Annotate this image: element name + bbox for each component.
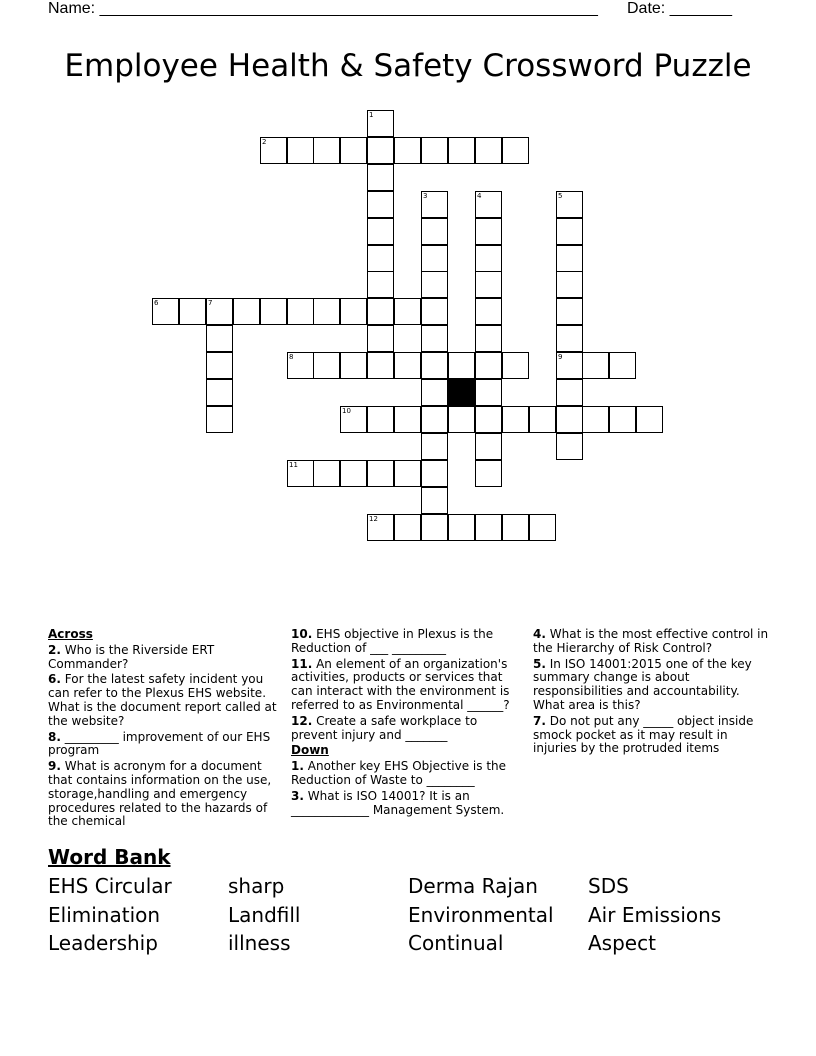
crossword-cell[interactable] (421, 514, 448, 541)
crossword-cell[interactable] (206, 352, 233, 379)
crossword-cell[interactable] (260, 298, 287, 325)
clue-number-label: 3 (423, 192, 428, 200)
crossword-cell[interactable] (313, 460, 340, 487)
crossword-cell[interactable] (367, 110, 394, 137)
crossword-cell[interactable] (340, 352, 367, 379)
clue-text: What is acronym for a document that contains information on the use, storage,handling and emergency procedures related to the hazards of the chemical (48, 759, 272, 829)
word-bank-word: Landfill (228, 903, 301, 927)
crossword-cell[interactable] (287, 298, 314, 325)
clue-number-label: 10 (342, 407, 351, 415)
clue-down-5 (533, 658, 769, 713)
name-field-label: Name: ________________________________________________________ (48, 0, 598, 17)
crossword-cell[interactable] (556, 325, 583, 352)
crossword-cell[interactable] (340, 137, 367, 164)
crossword-cell[interactable] (367, 352, 394, 379)
word-bank-word: sharp (228, 874, 285, 898)
crossword-cell[interactable] (475, 137, 502, 164)
clue-number-label: 6 (154, 299, 159, 307)
crossword-cell[interactable] (394, 460, 421, 487)
crossword-cell[interactable] (475, 406, 502, 433)
clue-number-label: 5 (558, 192, 563, 200)
clue-number: 1. (291, 759, 304, 774)
clue-down-4 (533, 628, 769, 656)
crossword-cell[interactable] (475, 379, 502, 406)
crossword-cell[interactable] (206, 298, 233, 325)
crossword-cell[interactable] (421, 460, 448, 487)
clue-across-9 (48, 760, 284, 829)
crossword-cell[interactable] (367, 137, 394, 164)
clue-text: Create a safe workplace to prevent injury and _______ (291, 713, 478, 742)
crossword-cell[interactable] (502, 352, 529, 379)
crossword-cell[interactable] (421, 218, 448, 245)
crossword-cell[interactable] (502, 137, 529, 164)
clues-column-1 (48, 628, 284, 831)
crossword-cell[interactable] (206, 379, 233, 406)
crossword-cell[interactable] (367, 325, 394, 352)
crossword-cell[interactable] (475, 191, 502, 218)
crossword-cell[interactable] (529, 406, 556, 433)
clue-number-label: 11 (289, 461, 298, 469)
crossword-cell[interactable] (421, 406, 448, 433)
clue-across-11 (291, 658, 527, 713)
clue-number: 8. (48, 729, 61, 744)
crossword-cell[interactable] (556, 433, 583, 460)
clue-text: In ISO 14001:2015 one of the key summary change is about responsibilities and accountability. What area is this? (533, 656, 752, 712)
crossword-cell[interactable] (475, 298, 502, 325)
crossword-cell[interactable] (313, 352, 340, 379)
crossword-cell[interactable] (340, 460, 367, 487)
crossword-cell[interactable] (556, 218, 583, 245)
clue-across-6 (48, 673, 284, 728)
crossword-cell[interactable] (394, 514, 421, 541)
crossword-cell[interactable] (556, 191, 583, 218)
crossword-cell[interactable] (340, 406, 367, 433)
crossword-cell[interactable] (367, 271, 394, 298)
crossword-cell[interactable] (475, 352, 502, 379)
crossword-cell[interactable] (394, 352, 421, 379)
crossword-cell[interactable] (421, 325, 448, 352)
crossword-cell[interactable] (421, 433, 448, 460)
crossword-cell[interactable] (367, 245, 394, 272)
crossword-cell[interactable] (421, 271, 448, 298)
word-bank-title: Word Bank (48, 845, 171, 869)
crossword-cell[interactable] (394, 137, 421, 164)
clue-text: For the latest safety incident you can refer to the Plexus EHS website. What is the document report called at the website? (48, 672, 277, 728)
crossword-cell[interactable] (287, 460, 314, 487)
word-bank-word: Environmental (408, 903, 554, 927)
crossword-cell[interactable] (367, 218, 394, 245)
crossword-cell[interactable] (475, 325, 502, 352)
crossword-cell[interactable] (502, 514, 529, 541)
crossword-cell[interactable] (152, 298, 179, 325)
clue-across-10 (291, 628, 527, 656)
crossword-cell[interactable] (260, 137, 287, 164)
crossword-cell[interactable] (340, 298, 367, 325)
clue-number-label: 1 (369, 111, 374, 119)
crossword-cell[interactable] (582, 406, 609, 433)
clue-number-label: 4 (477, 192, 482, 200)
crossword-cell[interactable] (206, 325, 233, 352)
crossword-cell[interactable] (556, 379, 583, 406)
clue-number: 7. (533, 713, 546, 728)
down-heading: Down (291, 743, 329, 758)
word-bank-word: EHS Circular (48, 874, 172, 898)
crossword-cell[interactable] (421, 137, 448, 164)
crossword-cell[interactable] (609, 406, 636, 433)
word-bank-word: Leadership (48, 931, 158, 955)
crossword-cell[interactable] (556, 352, 583, 379)
crossword-cell[interactable] (636, 406, 663, 433)
word-bank-word: Continual (408, 931, 504, 955)
crossword-cell[interactable] (313, 137, 340, 164)
crossword-cell[interactable] (475, 460, 502, 487)
crossword-cell[interactable] (529, 514, 556, 541)
crossword-cell[interactable] (179, 298, 206, 325)
crossword-cell[interactable] (287, 352, 314, 379)
crossword-cell[interactable] (502, 406, 529, 433)
page-title: Employee Health & Safety Crossword Puzzle (64, 48, 752, 84)
clue-number-label: 12 (369, 515, 378, 523)
crossword-cell[interactable] (367, 514, 394, 541)
clue-number: 11. (291, 656, 313, 671)
crossword-cell[interactable] (475, 514, 502, 541)
crossword-cell[interactable] (394, 406, 421, 433)
word-bank-word: Derma Rajan (408, 874, 538, 898)
clue-down-1 (291, 760, 527, 788)
crossword-cell[interactable] (367, 191, 394, 218)
date-field-label: Date: _______ (627, 0, 732, 17)
word-bank-word: Air Emissions (588, 903, 722, 927)
clue-number: 2. (48, 642, 61, 657)
crossword-cell[interactable] (448, 137, 475, 164)
clue-down-7 (533, 715, 769, 756)
crossword-cell[interactable] (421, 245, 448, 272)
crossword-cell[interactable] (475, 245, 502, 272)
clue-number-label: 7 (208, 299, 213, 307)
crossword-cell[interactable] (448, 352, 475, 379)
crossword-cell[interactable] (475, 218, 502, 245)
crossword-cell[interactable] (421, 487, 448, 514)
word-bank-word: SDS (588, 874, 629, 898)
across-heading: Across (48, 627, 93, 641)
clue-across-2 (48, 644, 284, 672)
crossword-cell[interactable] (556, 271, 583, 298)
crossword-cell[interactable] (448, 514, 475, 541)
crossword-cell[interactable] (475, 271, 502, 298)
clue-number: 6. (48, 672, 61, 687)
clue-text: Another key EHS Objective is the Reduction of Waste to ________ (291, 759, 507, 787)
crossword-cell[interactable] (448, 406, 475, 433)
crossword-cell[interactable] (421, 379, 448, 406)
crossword-cell[interactable] (582, 352, 609, 379)
clue-text: Who is the Riverside ERT Commander? (48, 642, 215, 671)
crossword-cell[interactable] (367, 460, 394, 487)
clues-column-3 (533, 628, 769, 758)
clue-text: What is the most effective control in the Hierarchy of Risk Control? (533, 627, 769, 655)
clue-text: Do not put any _____ object inside smock pocket as it may result in injuries by the protruded items (533, 713, 754, 756)
crossword-cell[interactable] (367, 406, 394, 433)
clue-number-label: 8 (289, 353, 294, 361)
clue-number: 12. (291, 713, 313, 728)
clue-down-3 (291, 790, 527, 818)
word-bank-word: illness (228, 931, 291, 955)
crossword-cell[interactable] (475, 433, 502, 460)
crossword-cell[interactable] (556, 406, 583, 433)
clue-number: 4. (533, 627, 546, 641)
crossword-cell[interactable] (206, 406, 233, 433)
crossword-cell[interactable] (394, 298, 421, 325)
crossword-cell[interactable] (421, 298, 448, 325)
crossword-cell[interactable] (367, 164, 394, 191)
clue-across-12 (291, 715, 527, 743)
clue-text: EHS objective in Plexus is the Reduction of ___ _________ (291, 627, 494, 655)
crossword-cell[interactable] (556, 245, 583, 272)
crossword-cell[interactable] (609, 352, 636, 379)
clue-text: _________ improvement of our EHS program (48, 729, 271, 758)
crossword-cell[interactable] (367, 298, 394, 325)
clue-number: 5. (533, 656, 546, 671)
clue-number: 9. (48, 759, 61, 774)
crossword-cell[interactable] (421, 191, 448, 218)
clue-text: What is ISO 14001? It is an _____________ Management System. (291, 788, 505, 817)
crossword-cell[interactable] (233, 298, 260, 325)
clue-number-label: 2 (262, 138, 267, 146)
crossword-cell[interactable] (313, 298, 340, 325)
crossword-cell[interactable] (287, 137, 314, 164)
word-bank-word: Aspect (588, 931, 656, 955)
crossword-cell[interactable] (421, 352, 448, 379)
word-bank-word: Elimination (48, 903, 161, 927)
clue-number: 3. (291, 788, 304, 803)
clue-text: An element of an organization's activities, products or services that can interact with the environment is referred to as Environmental ______? (291, 656, 510, 712)
blocked-square (448, 379, 475, 406)
clues-column-2 (291, 628, 527, 819)
clue-number: 10. (291, 627, 313, 641)
clue-across-8 (48, 731, 284, 759)
crossword-cell[interactable] (556, 298, 583, 325)
clue-number-label: 9 (558, 353, 563, 361)
